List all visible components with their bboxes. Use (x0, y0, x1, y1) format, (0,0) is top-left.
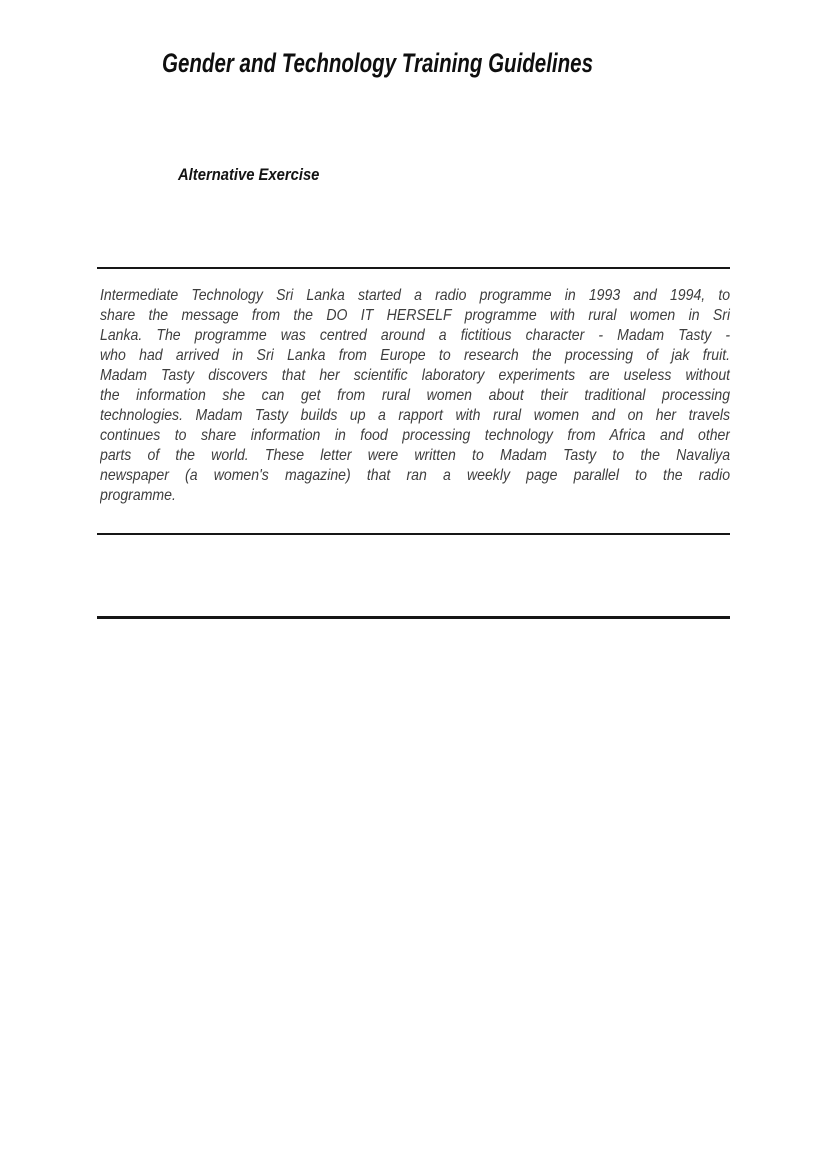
paragraph-line: Lanka. The programme was centred around a fictitious character - Madam Tasty - (100, 327, 731, 344)
intro-paragraph (100, 286, 730, 506)
paragraph-line: parts of the world. These letter were written to Madam Tasty to the Navaliya (100, 447, 731, 464)
paragraph-line: who had arrived in Sri Lanka from Europe to research the processing of jak fruit. (100, 347, 731, 364)
horizontal-rule-middle (97, 533, 730, 535)
page-title: Gender and Technology Training Guidelines (162, 48, 593, 78)
paragraph-line: continues to share information in food processing technology from Africa and other (100, 427, 731, 444)
paragraph-line: Madam Tasty discovers that her scientific laboratory experiments are useless without (100, 367, 731, 384)
paragraph-line: newspaper (a women's magazine) that ran a weekly page parallel to the radio (100, 467, 731, 484)
paragraph-line: technologies. Madam Tasty builds up a rapport with rural women and on her travels (100, 407, 731, 424)
paragraph-line: share the message from the DO IT HERSELF programme with rural women in Sri (100, 307, 731, 324)
paragraph-line: the information she can get from rural women about their traditional processing (100, 387, 731, 404)
paragraph-line: programme. (100, 487, 176, 504)
horizontal-rule-bottom (97, 616, 730, 619)
section-subtitle: Alternative Exercise (178, 165, 320, 184)
horizontal-rule-top (97, 267, 730, 269)
paragraph-line: Intermediate Technology Sri Lanka started a radio programme in 1993 and 1994, to (100, 287, 731, 304)
